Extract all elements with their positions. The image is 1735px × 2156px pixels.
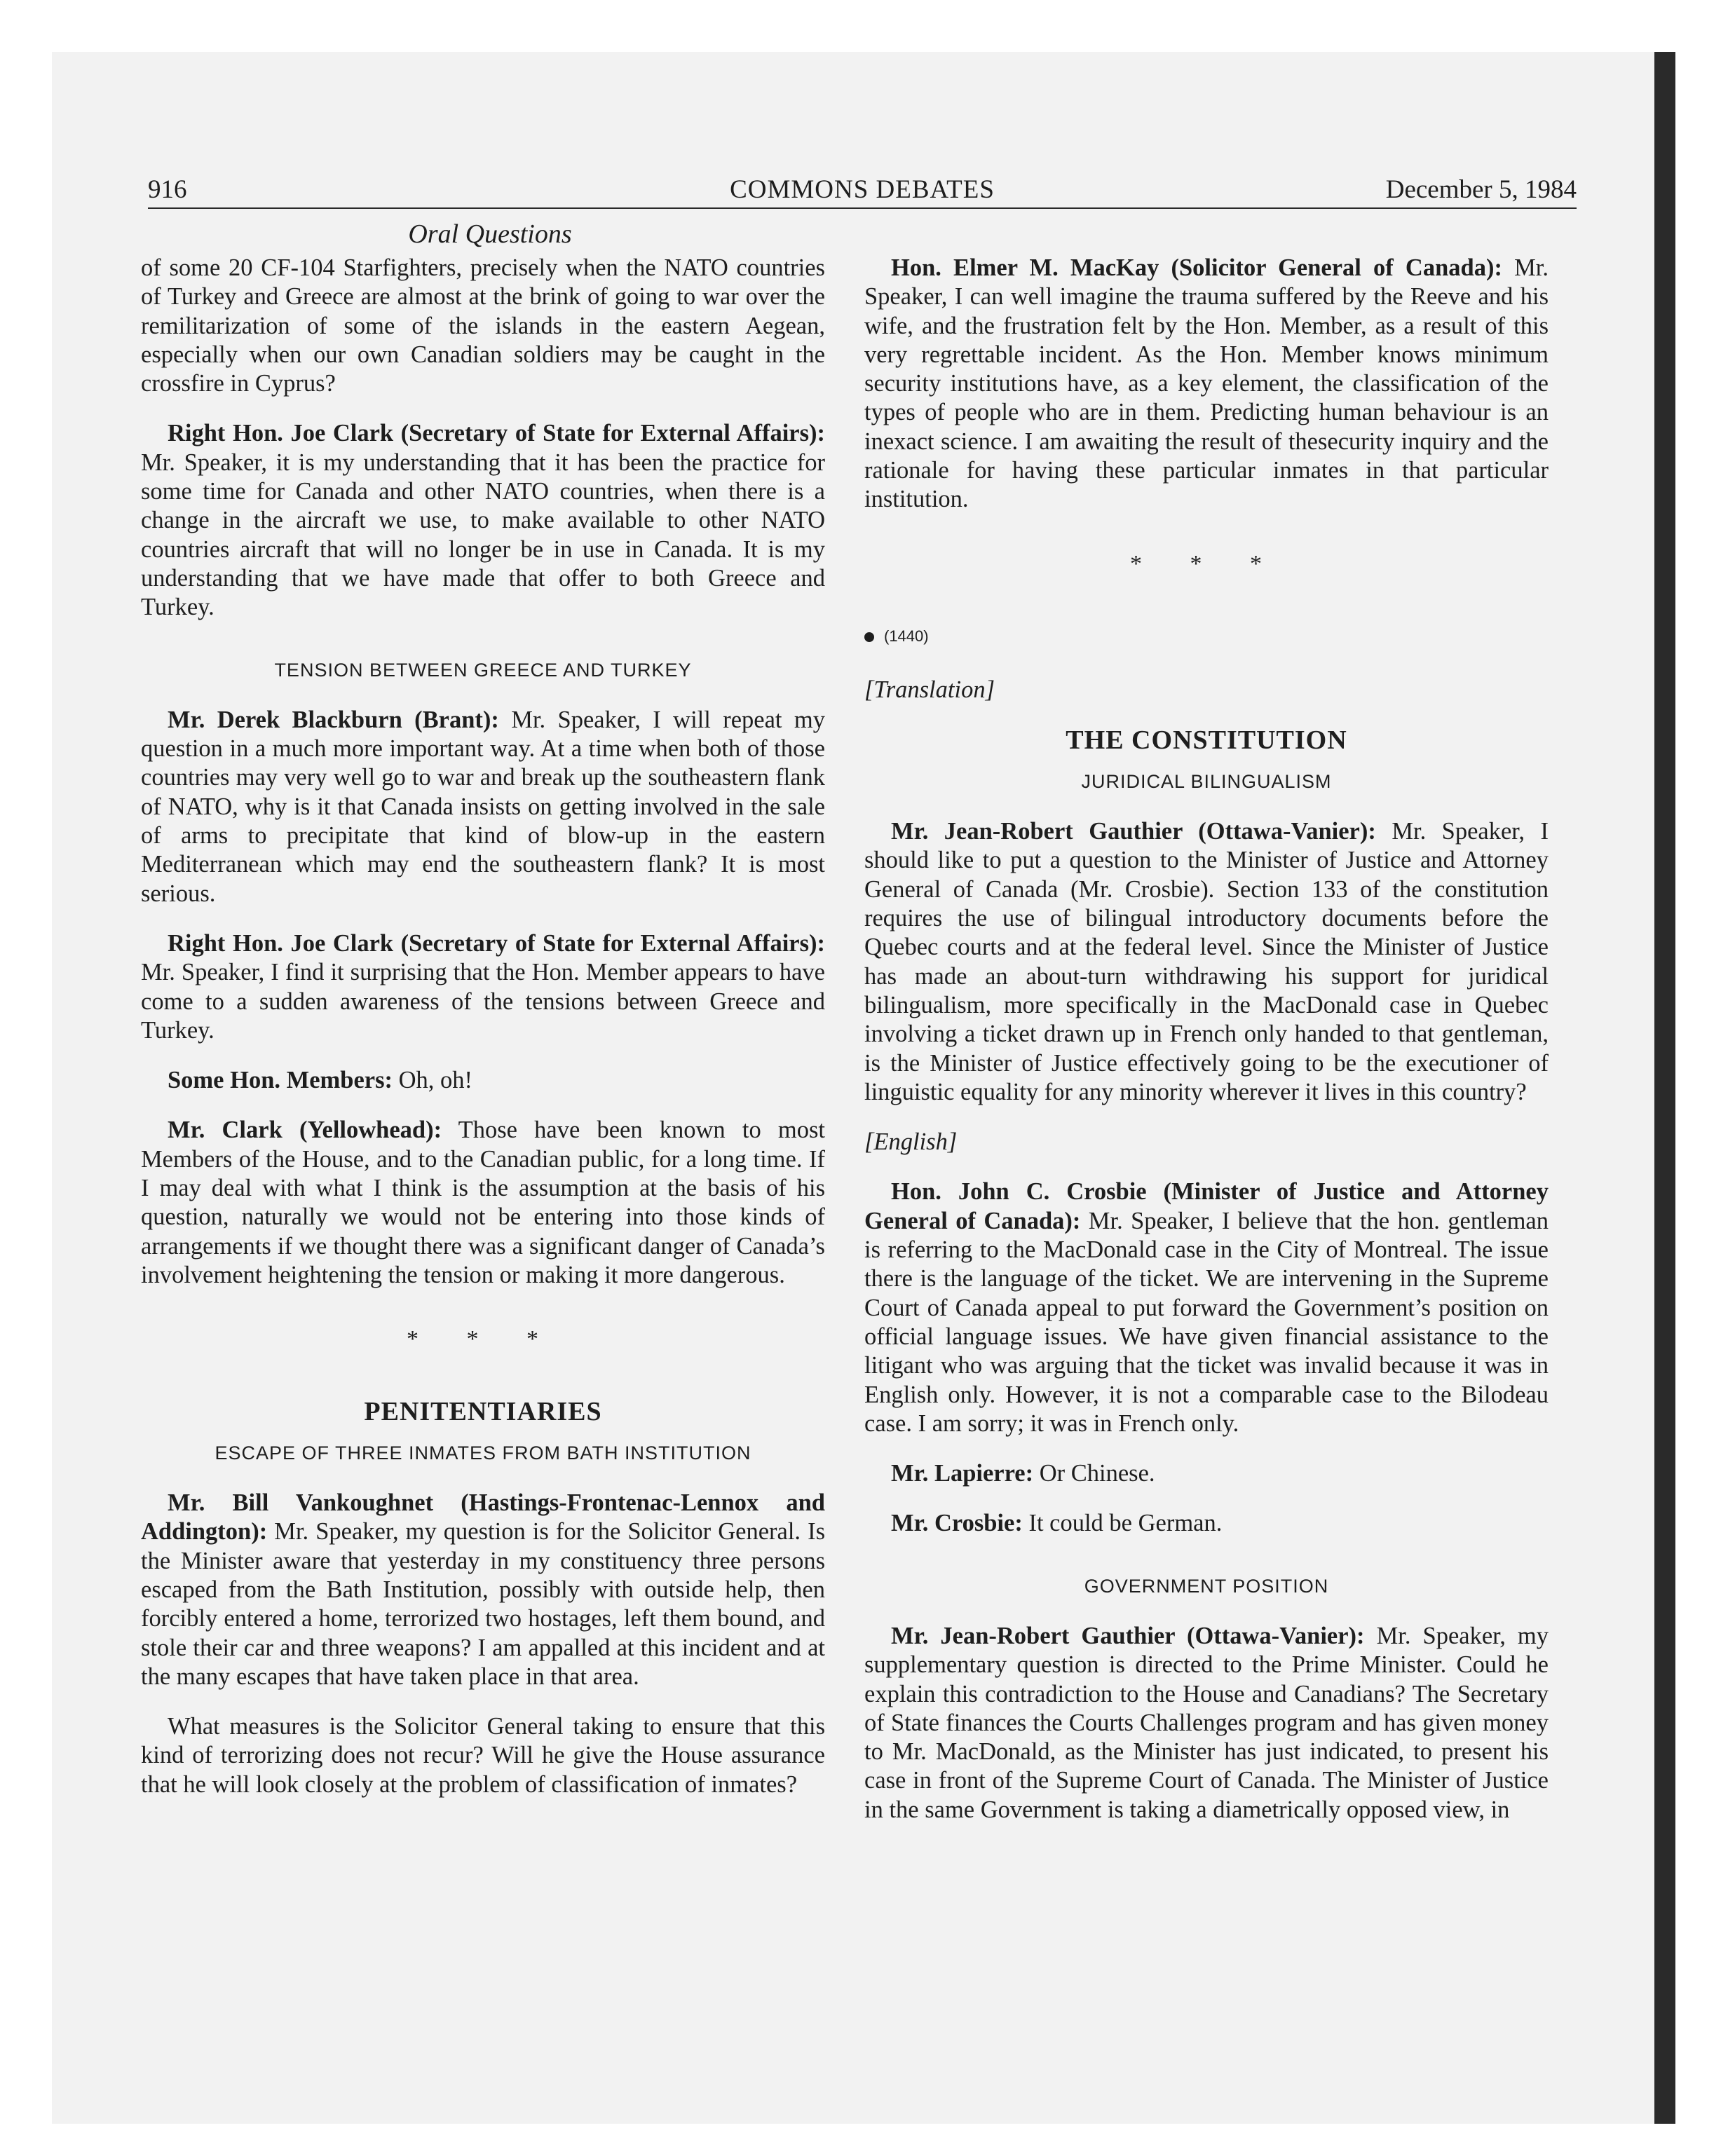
timestamp: [864, 622, 1549, 650]
bullet-icon: [864, 632, 874, 642]
paragraph: [864, 1622, 1549, 1824]
speaker-name: Some Hon. Members:: [168, 1067, 393, 1094]
speech-text: Mr. Speaker, I should like to put a question to the Minister of Justice and Attorney General of Canada (Mr. Crosbie). Section 133 of the constitution requires the use of bilingual introductory documents before the Quebec courts and at the federal level. Since the Minister of Justice has made an about-turn withdrawing his support for juridical bilingualism, more specifically in the MacDonald case in Quebec involving a ticket drawn up in French only handed to that gentleman, is the Minister of Justice effectively going to be the executioner of linguistic equality for any minority wherever it lives in this country?: [864, 818, 1549, 1105]
speaker-name: Mr. Jean-Robert Gauthier (Ottawa-Vanier):: [891, 1622, 1365, 1649]
section-heading: PENITENTIARIES: [364, 1396, 602, 1426]
section-heading: THE CONSTITUTION: [1066, 725, 1347, 755]
left-column: [141, 254, 825, 1820]
speech-text: Mr. Speaker, I find it surprising that the Hon. Member appears to have come to a sudden awareness of the tensions between Greece and Turkey.: [141, 959, 825, 1044]
subheading: GOVERNMENT POSITION: [1084, 1575, 1329, 1597]
speaker-name: Hon. Elmer M. MacKay (Solicitor General of Canada):: [891, 254, 1502, 281]
journal-title: COMMONS DEBATES: [730, 175, 995, 204]
paragraph: [864, 1509, 1549, 1538]
speech-text: Oh, oh!: [392, 1067, 473, 1094]
paragraph: [141, 1066, 825, 1095]
paragraph: [141, 1489, 825, 1691]
speaker-name: Mr. Lapierre:: [891, 1460, 1034, 1487]
paragraph: [864, 1459, 1549, 1488]
speech-text: Mr. Speaker, my supplementary question is directed to the Prime Minister. Could he explain this contradiction to the House and Canadians? The Secretary of State finances the Courts Challenges program and has given money to Mr. MacDonald, as the Minister has just indicated, to present his case in front of the Supreme Court of Canada. The Minister of Justice in the same Government is taking a diametrically opposed view, in: [864, 1622, 1549, 1823]
speaker-name: Mr. Clark (Yellowhead):: [168, 1117, 442, 1144]
speaker-name: Hon. John C. Crosbie (Minister of Justice and Attorney General of Canada):: [864, 1178, 1549, 1234]
timestamp-text: (1440): [884, 627, 929, 645]
speech-text: It could be German.: [1022, 1510, 1223, 1537]
subheading: TENSION BETWEEN GREECE AND TURKEY: [274, 659, 692, 681]
speaker-name: Mr. Jean-Robert Gauthier (Ottawa-Vanier):: [891, 818, 1376, 845]
speaker-name: Right Hon. Joe Clark (Secretary of State for External Affairs):: [168, 929, 825, 957]
paragraph: [864, 254, 1549, 514]
subheading: ESCAPE OF THREE INMATES FROM BATH INSTITUTION: [215, 1442, 751, 1464]
speech-text: Mr. Speaker, my question is for the Solicitor General. Is the Minister aware that yesterday in my constituency three persons escaped from the Bath Institution, possibly with outside help, then forcibly entered a home, terrorized two hostages, left them bound, and stole their car and three weapons? I am appalled at this incident and at the many escapes that have taken place in that area.: [141, 1518, 825, 1690]
language-marker: [Translation]: [864, 676, 995, 704]
speaker-name: Mr. Bill Vankoughnet (Hastings-Frontenac-Lennox and Addington):: [141, 1489, 825, 1546]
paragraph: [141, 929, 825, 1045]
language-marker: [English]: [864, 1128, 958, 1156]
paragraph: [864, 817, 1549, 1107]
subheading: JURIDICAL BILINGUALISM: [1081, 770, 1332, 792]
section-label: Oral Questions: [408, 219, 572, 249]
right-column: [864, 254, 1549, 1845]
speech-text: Mr. Speaker, I can well imagine the trauma suffered by the Reeve and his wife, and the frustration felt by the Hon. Member, as a result of this very regrettable incident. As the Hon. Member knows minimum security institutions have, as a key element, the classification of the types of people who are in them. Predicting human behaviour is an inexact science. I am awaiting the result of thesecurity inquiry and the rationale for having these particular inmates in that particular institution.: [864, 254, 1549, 513]
speech-text: Mr. Speaker, I believe that the hon. gentleman is referring to the MacDonald case in the City of Montreal. The issue there is the language of the ticket. We are intervening in the Supreme Court of Canada appeal to put forward the Government’s position on official language issues. We have given financial assistance to the litigant who was arguing that the ticket was invalid because it was in English only. However, it is not a comparable case to the Bilodeau case. I am sorry; it was in French only.: [864, 1207, 1549, 1437]
paragraph: [141, 706, 825, 908]
section-separator: * * *: [1130, 550, 1283, 577]
running-head: [148, 172, 1577, 209]
speaker-name: Mr. Derek Blackburn (Brant):: [168, 706, 499, 733]
paragraph: [864, 1178, 1549, 1438]
speech-text: Or Chinese.: [1033, 1460, 1155, 1487]
speaker-name: Right Hon. Joe Clark (Secretary of State for External Affairs):: [168, 420, 825, 447]
speech-text: Mr. Speaker, it is my understanding that it has been the practice for some time for Canada and other NATO countries, when there is a change in the aircraft we use, to make available to other NATO countries aircraft that will no longer be in use in Canada. It is my understanding that we have made that offer to both Greece and Turkey.: [141, 449, 825, 621]
paragraph: What measures is the Solicitor General taking to ensure that this kind of terrorizing does not recur? Will he give the House assurance that he will look closely at the problem of classification of inmates?: [141, 1713, 825, 1798]
publication-date: December 5, 1984: [1385, 175, 1577, 204]
page-number: 916: [148, 175, 187, 204]
speaker-name: Mr. Crosbie:: [891, 1510, 1023, 1537]
paragraph: of some 20 CF-104 Starfighters, precisely when the NATO countries of Turkey and Greece are almost at the brink of going to war over the remilitarization of some of the islands in the eastern Aegean, especially when our own Canadian soldiers may be caught in the crossfire in Cyprus?: [141, 254, 825, 397]
section-separator: * * *: [407, 1326, 559, 1353]
speech-text: Mr. Speaker, I will repeat my question in a much more important way. At a time when both of those countries may very well go to war and break up the southeastern flank of NATO, why is it that Canada insists on getting involved in the sale of arms to precipitate that kind of blow-up in the eastern Mediterranean which may end the southeastern flank? It is most serious.: [141, 706, 825, 907]
speech-text: Those have been known to most Members of the House, and to the Canadian public, for a long time. If I may deal with what I think is the assumption at the basis of his question, naturally we would not be entering into those kinds of arrangements if we thought there was a significant danger of Canada’s involvement heightening the tension or making it more dangerous.: [141, 1117, 825, 1288]
paragraph: [141, 419, 825, 622]
page-edge-shadow: [1654, 52, 1675, 2124]
paragraph: [141, 1116, 825, 1290]
